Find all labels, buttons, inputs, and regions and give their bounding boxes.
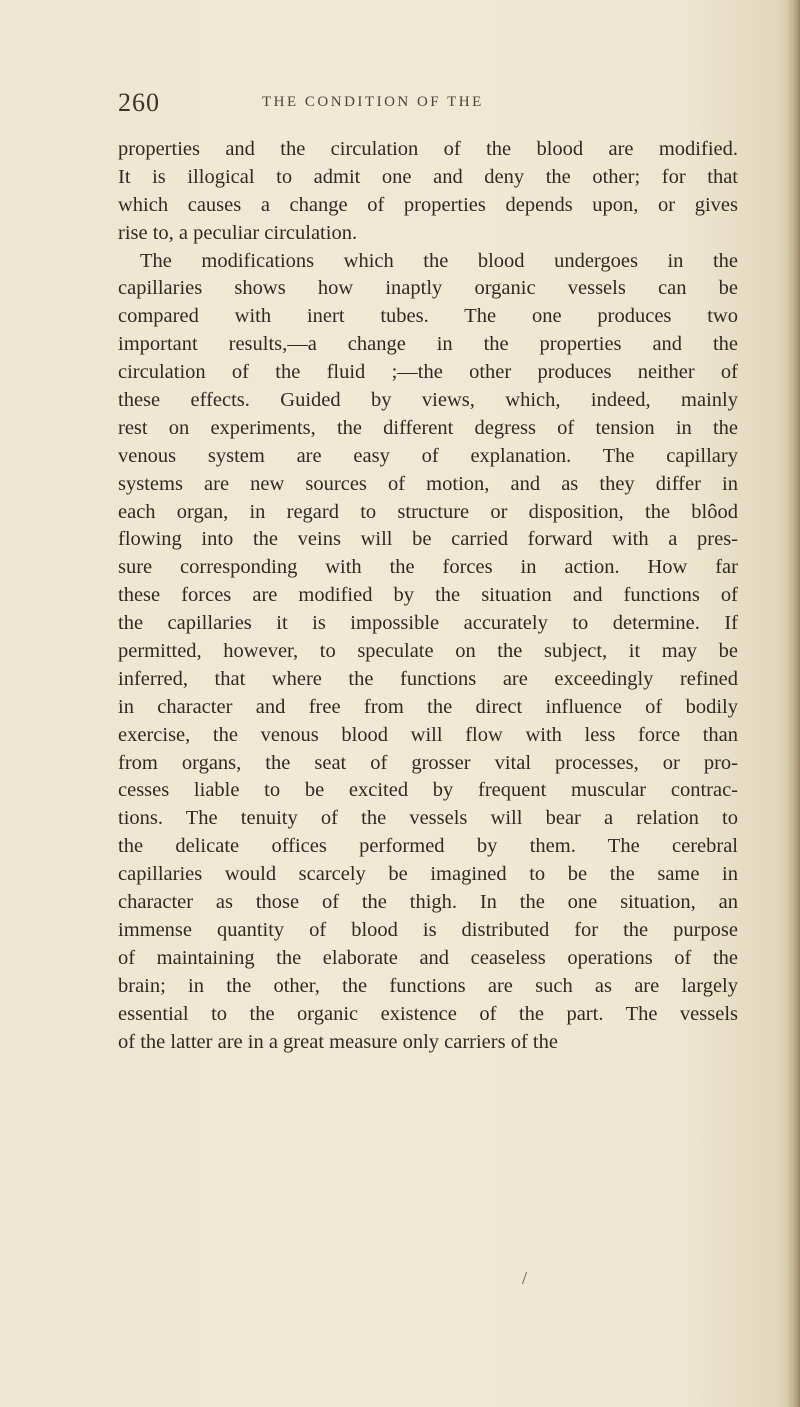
text-line: brain; in the other, the functions are such as are largely — [118, 974, 738, 997]
text-line: from organs, the seat of grosser vital processes, or pro- — [118, 751, 738, 774]
text-line: The modifications which the blood undergoes in the — [140, 249, 738, 272]
text-line: compared with inert tubes. The one produces two — [118, 305, 738, 328]
text-line: immense quantity of blood is distributed for the purpose — [118, 918, 738, 941]
text-line: properties and the circulation of the blood are modified. — [118, 138, 738, 160]
text-line: It is illogical to admit one and deny the other; for that — [118, 165, 738, 188]
text-line: systems are new sources of motion, and as they differ in — [118, 472, 738, 495]
text-line: circulation of the fluid ;—the other produces neither of — [118, 361, 738, 384]
text-line: of the latter are in a great measure only carriers of the — [118, 1030, 558, 1053]
text-line: the capillaries it is impossible accurately to determine. If — [118, 612, 738, 635]
stray-slash-mark: / — [522, 1268, 528, 1288]
text-line: these effects. Guided by views, which, indeed, mainly — [118, 389, 738, 412]
text-line: exercise, the venous blood will flow with less force than — [118, 723, 738, 746]
text-line: of maintaining the elaborate and ceaseless operations of the — [118, 946, 738, 969]
body-text — [118, 136, 738, 1056]
text-line: inferred, that where the functions are exceedingly refined — [118, 667, 738, 690]
running-head: THE CONDITION OF THE — [262, 94, 484, 110]
text-line: rise to, a peculiar circulation. — [118, 221, 358, 244]
text-line: the delicate offices performed by them. The cerebral — [118, 835, 738, 858]
text-line: tions. The tenuity of the vessels will bear a relation to — [118, 807, 738, 830]
page-header — [0, 88, 800, 118]
text-line: capillaries shows how inaptly organic vessels can be — [118, 277, 738, 300]
text-line: cesses liable to be excited by frequent muscular contrac- — [118, 779, 738, 802]
page-number: 260 — [118, 88, 160, 117]
text-line: important results,—a change in the properties and the — [118, 333, 738, 356]
text-line: character as those of the thigh. In the one situation, an — [118, 891, 738, 914]
text-line: each organ, in regard to structure or disposition, the blôod — [118, 500, 738, 523]
text-line: permitted, however, to speculate on the subject, it may be — [118, 640, 738, 663]
text-line: rest on experiments, the different degress of tension in the — [118, 416, 738, 439]
text-line: venous system are easy of explanation. The capillary — [118, 444, 738, 467]
text-line: flowing into the veins will be carried forward with a pres- — [118, 528, 738, 551]
text-line: sure corresponding with the forces in action. How far — [118, 556, 738, 579]
text-line: which causes a change of properties depends upon, or gives — [118, 193, 738, 216]
text-line: these forces are modified by the situation and functions of — [118, 584, 738, 607]
text-line: capillaries would scarcely be imagined to be the same in — [118, 863, 738, 886]
text-line: essential to the organic existence of the part. The vessels — [118, 1002, 738, 1025]
page-edge-shadow — [786, 0, 800, 1407]
text-line: in character and free from the direct influence of bodily — [118, 695, 738, 718]
